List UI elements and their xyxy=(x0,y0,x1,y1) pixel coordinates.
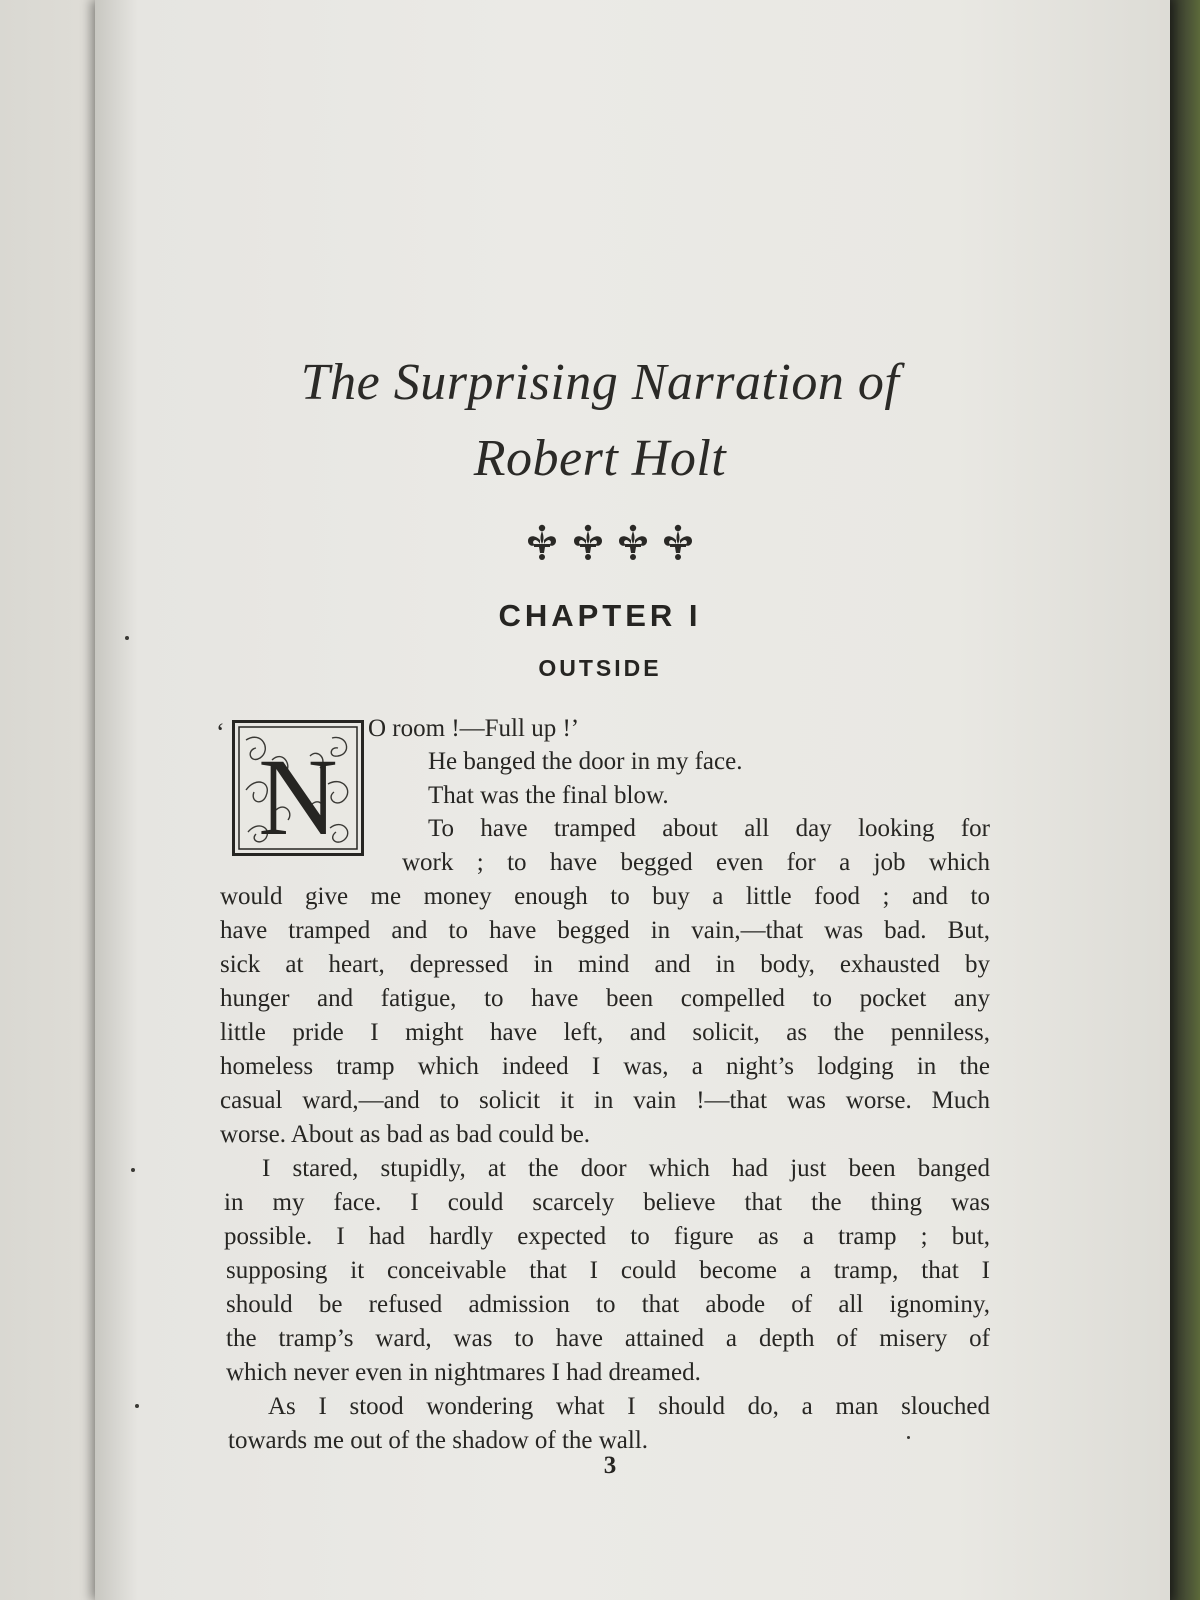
fleuron-icon xyxy=(528,525,556,560)
background-edge xyxy=(1170,0,1200,1600)
text-line: work ; to have begged even for a job which xyxy=(402,849,990,876)
title-line-2: Robert Holt xyxy=(473,430,727,487)
opening-quote: ‘ xyxy=(216,718,225,747)
page-speck xyxy=(125,636,129,640)
text-line: homeless tramp which indeed I was, a night’s lodging in the xyxy=(220,1053,990,1080)
text-line: worse. About as bad as bad could be. xyxy=(220,1121,591,1148)
text-line: He banged the door in my face. xyxy=(428,748,743,775)
page-speck xyxy=(907,1436,910,1439)
book-title xyxy=(180,345,1020,497)
dropcap-letter: N xyxy=(258,736,338,856)
text-line: which never even in nightmares I had dreamed. xyxy=(226,1359,701,1386)
text-line: O room !—Full up !’ xyxy=(368,715,580,742)
page-speck xyxy=(131,1168,135,1172)
title-line-1: The Surprising Narration of xyxy=(300,354,900,411)
fleuron-icon xyxy=(574,525,602,560)
fleuron-icon xyxy=(664,525,692,560)
fleuron-icon xyxy=(619,525,647,560)
page-number: 3 xyxy=(603,1452,617,1479)
text-line: towards me out of the shadow of the wall. xyxy=(228,1427,649,1454)
text-line: As I stood wondering what I should do, a man slouched xyxy=(268,1393,990,1420)
text-line: the tramp’s ward, was to have attained a depth of misery of xyxy=(226,1325,990,1352)
text-line: in my face. I could scarcely believe that the thing was xyxy=(224,1189,990,1216)
text-line: little pride I might have left, and solicit, as the penniless, xyxy=(220,1019,990,1046)
chapter-title: OUTSIDE xyxy=(538,655,662,681)
text-line: To have tramped about all day looking for xyxy=(428,815,990,842)
text-line: would give me money enough to buy a little food ; and to xyxy=(220,883,990,910)
text-line: sick at heart, depressed in mind and in body, exhausted by xyxy=(220,951,990,978)
text-line: hunger and fatigue, to have been compelled to pocket any xyxy=(220,985,990,1012)
text-line: I stared, stupidly, at the door which had just been banged xyxy=(262,1155,990,1182)
chapter-heading: CHAPTER I xyxy=(498,598,702,633)
text-line: supposing it conceivable that I could become a tramp, that I xyxy=(226,1257,990,1284)
decorative-initial xyxy=(232,720,364,856)
page-speck xyxy=(135,1404,139,1408)
text-line: should be refused admission to that abode of all ignominy, xyxy=(226,1291,990,1318)
fleuron-ornaments xyxy=(520,520,700,570)
text-line: have tramped and to have begged in vain,—that was bad. But, xyxy=(220,917,990,944)
text-line: That was the final blow. xyxy=(428,782,669,809)
text-line: casual ward,—and to solicit it in vain !—that was worse. Much xyxy=(220,1087,990,1114)
text-line: possible. I had hardly expected to figure as a tramp ; but, xyxy=(224,1223,990,1250)
